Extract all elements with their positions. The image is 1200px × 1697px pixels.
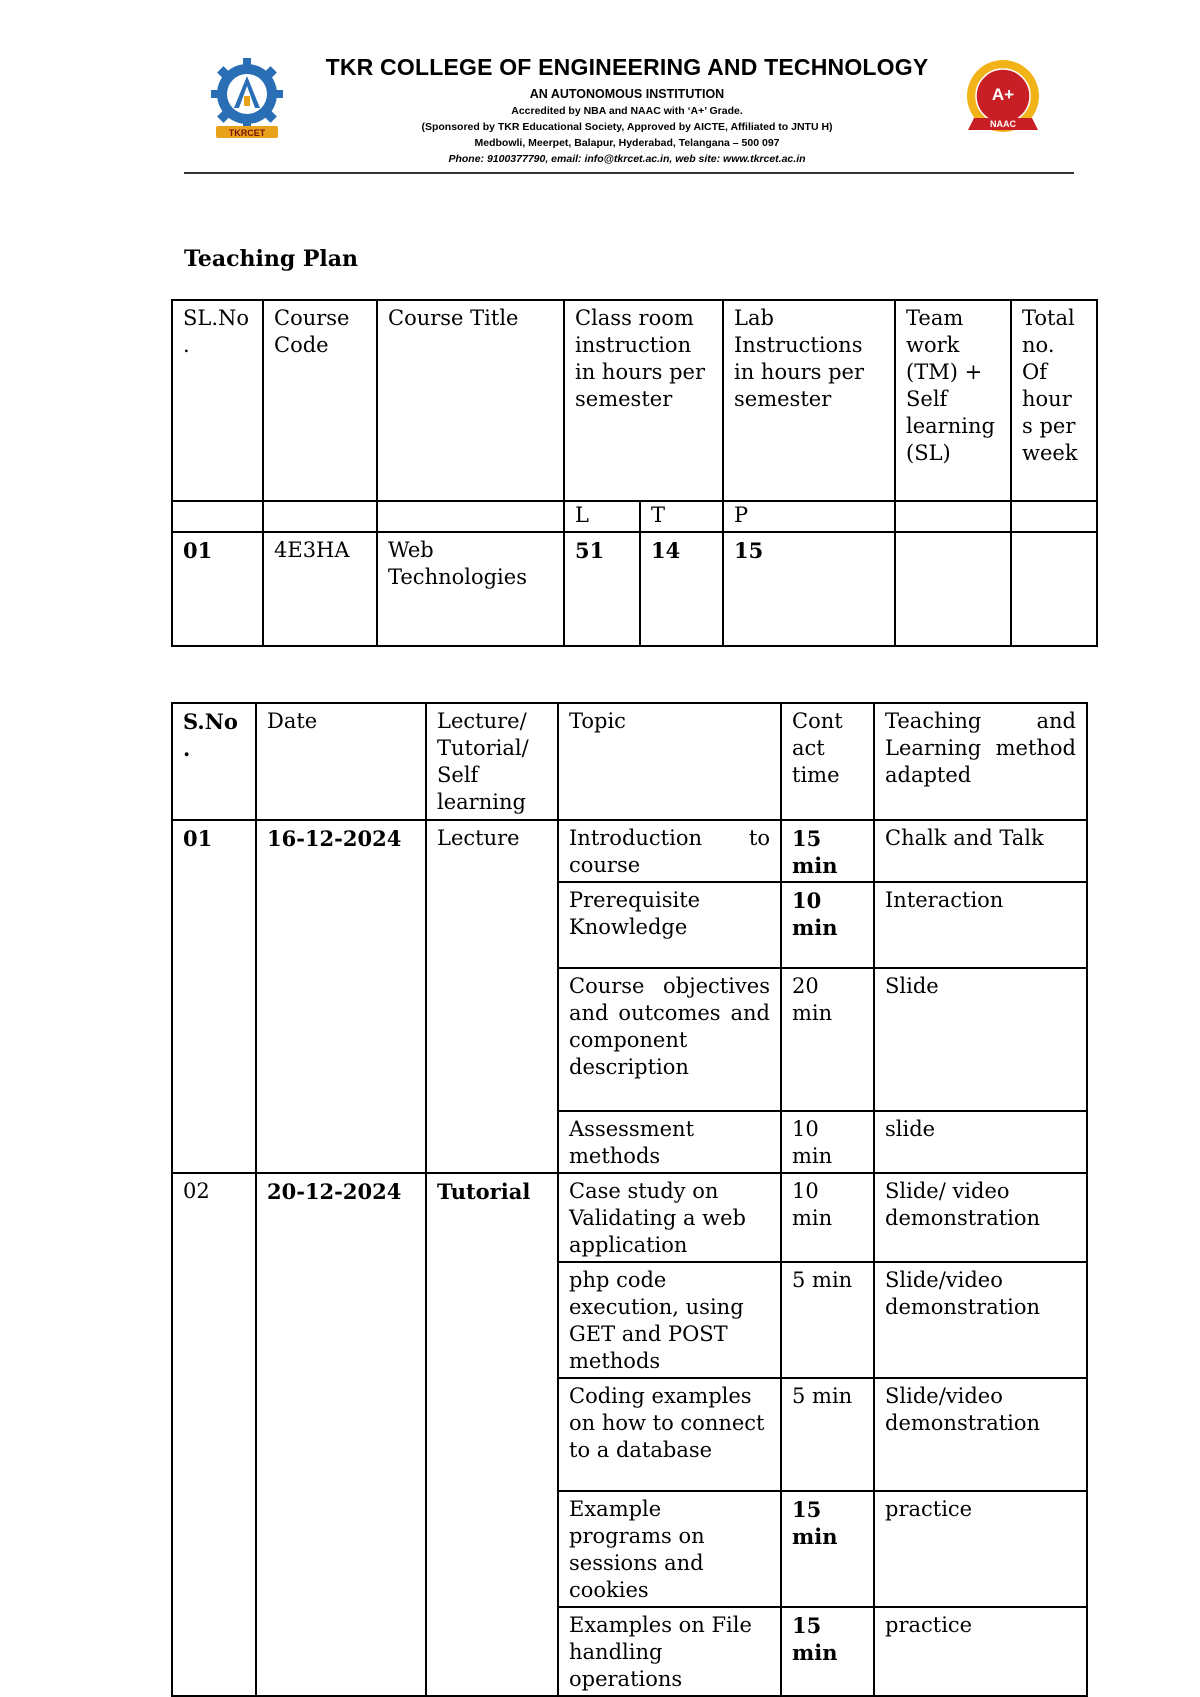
contact-info: Phone: 9100377790, email: info@tkrcet.ac.in, web site: www.tkrcet.ac.in: [448, 153, 806, 165]
header-team-work: Team work (TM) + Self learning (SL): [895, 300, 1011, 501]
header-session-type: Lecture/ Tutorial/ Self learning: [426, 703, 558, 820]
letterhead-text: [294, 50, 960, 165]
contact-time-cell: 10 min: [781, 882, 874, 968]
plan-row: [172, 1173, 1087, 1262]
plan-row: [172, 820, 1087, 882]
header-date: Date: [256, 703, 426, 820]
contact-time-cell: 5 min: [781, 1378, 874, 1491]
course-l-hours: 51: [564, 532, 640, 646]
session-date: 16-12-2024: [256, 820, 426, 1173]
course-total: [1011, 532, 1097, 646]
method-cell: Chalk and Talk: [874, 820, 1087, 882]
method-cell: Slide: [874, 968, 1087, 1111]
method-cell: Slide/video demonstration: [874, 1262, 1087, 1378]
page-title: Teaching Plan: [184, 246, 359, 272]
contact-time-cell: 10 min: [781, 1111, 874, 1173]
subheader-p: P: [723, 501, 895, 532]
header-sl-no: SL.No.: [172, 300, 263, 501]
logo-left-text: TKRCET: [228, 128, 266, 138]
topic-cell: Course objectives and outcomes and component description: [558, 968, 781, 1111]
course-header-row: [172, 300, 1097, 501]
method-cell: Slide/video demonstration: [874, 1378, 1087, 1491]
session-type: Lecture: [426, 820, 558, 1173]
naac-badge-icon: [960, 56, 1046, 148]
contact-time-cell: 15 min: [781, 1607, 874, 1696]
method-cell: slide: [874, 1111, 1087, 1173]
contact-time-cell: 5 min: [781, 1262, 874, 1378]
course-sl-no: 01: [172, 532, 263, 646]
header-lab: Lab Instructions in hours per semester: [723, 300, 895, 501]
subheader-l: L: [564, 501, 640, 532]
course-p-hours: 15: [723, 532, 895, 646]
topic-cell: Coding examples on how to connect to a database: [558, 1378, 781, 1491]
college-name: TKR COLLEGE OF ENGINEERING AND TECHNOLOGY: [325, 54, 929, 80]
header-course-code: Course Code: [263, 300, 377, 501]
header-course-title: Course Title: [377, 300, 564, 501]
topic-cell: Prerequisite Knowledge: [558, 882, 781, 968]
institution-type: AN AUTONOMOUS INSTITUTION: [529, 87, 725, 101]
session-s-no: 01: [172, 820, 256, 1173]
method-cell: practice: [874, 1491, 1087, 1607]
subheader-t: T: [640, 501, 723, 532]
contact-time-cell: 15 min: [781, 1491, 874, 1607]
header-topic: Topic: [558, 703, 781, 820]
topic-cell: php code execution, using GET and POST methods: [558, 1262, 781, 1378]
method-cell: practice: [874, 1607, 1087, 1696]
header-classroom: Class room instruction in hours per semester: [564, 300, 723, 501]
method-cell: Slide/ video demonstration: [874, 1173, 1087, 1262]
contact-time-cell: 10 min: [781, 1173, 874, 1262]
course-table: [171, 299, 1098, 647]
topic-cell: Examples on File handling operations: [558, 1607, 781, 1696]
letterhead: [184, 50, 1074, 178]
session-date: 20-12-2024: [256, 1173, 426, 1696]
teaching-plan-table: [171, 702, 1088, 1697]
session-type: Tutorial: [426, 1173, 558, 1696]
topic-cell: Case study on Validating a web application: [558, 1173, 781, 1262]
header-total: Total no. Of hour s per week: [1011, 300, 1097, 501]
sponsor: (Sponsored by TKR Educational Society, Approved by AICTE, Affiliated to JNTU H): [421, 121, 833, 133]
topic-cell: Example programs on sessions and cookies: [558, 1491, 781, 1607]
letterhead-divider: [184, 172, 1074, 174]
accreditation: Accredited by NBA and NAAC with ‘A+’ Grade.: [511, 105, 743, 117]
course-title: Web Technologies: [377, 532, 564, 646]
header-method: Teaching and Learning method adapted: [874, 703, 1087, 820]
header-s-no: S.No .: [172, 703, 256, 820]
course-team-work: [895, 532, 1011, 646]
topic-cell: Assessment methods: [558, 1111, 781, 1173]
course-subheader-row: [172, 501, 1097, 532]
course-code: 4E3HA: [263, 532, 377, 646]
naac-grade: A+: [991, 85, 1015, 104]
course-t-hours: 14: [640, 532, 723, 646]
college-logo-icon: [204, 56, 290, 148]
method-cell: Interaction: [874, 882, 1087, 968]
header-contact-time: Cont act time: [781, 703, 874, 820]
naac-text: NAAC: [990, 119, 1016, 129]
plan-header-row: [172, 703, 1087, 820]
address: Medbowli, Meerpet, Balapur, Hyderabad, Telangana – 500 097: [474, 137, 780, 149]
contact-time-cell: 15 min: [781, 820, 874, 882]
course-row: [172, 532, 1097, 646]
session-s-no: 02: [172, 1173, 256, 1696]
topic-cell: Introduction to course: [558, 820, 781, 882]
contact-time-cell: 20 min: [781, 968, 874, 1111]
